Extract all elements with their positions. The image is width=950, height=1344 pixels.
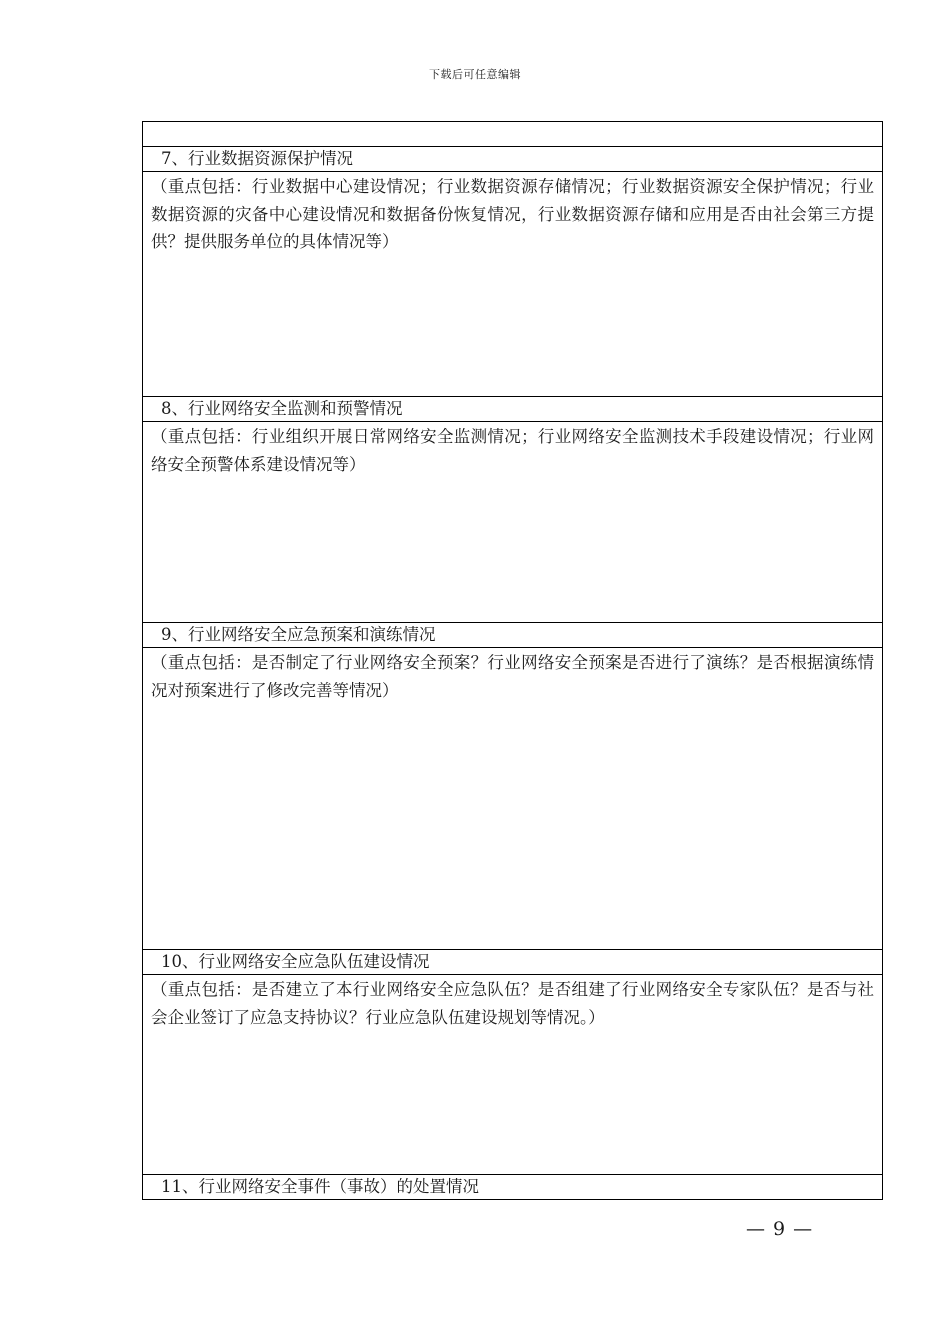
section-9-title: 9、行业网络安全应急预案和演练情况 xyxy=(143,623,883,648)
table-row xyxy=(143,648,883,950)
table-row xyxy=(143,122,883,147)
table-row xyxy=(143,397,883,422)
table-row xyxy=(143,422,883,623)
section-7-content[interactable]: （重点包括：行业数据中心建设情况；行业数据资源存储情况；行业数据资源安全保护情况；行业数据资源的灾备中心建设情况和数据备份恢复情况，行业数据资源存储和应用是否由社会第三方提供？提供服务单位的具体情况等） xyxy=(143,172,883,397)
blank-cell[interactable] xyxy=(143,122,883,147)
table-row xyxy=(143,1175,883,1200)
table-row xyxy=(143,975,883,1175)
section-8-content[interactable]: （重点包括：行业组织开展日常网络安全监测情况；行业网络安全监测技术手段建设情况；行业网络安全预警体系建设情况等） xyxy=(143,422,883,623)
section-7-title: 7、行业数据资源保护情况 xyxy=(143,147,883,172)
section-10-content[interactable]: （重点包括：是否建立了本行业网络安全应急队伍？是否组建了行业网络安全专家队伍？是否与社会企业签订了应急支持协议？行业应急队伍建设规划等情况。） xyxy=(143,975,883,1175)
section-8-title: 8、行业网络安全监测和预警情况 xyxy=(143,397,883,422)
page-header: 下载后可任意编辑 xyxy=(429,68,521,81)
table-row xyxy=(143,172,883,397)
section-9-content[interactable]: （重点包括：是否制定了行业网络安全预案？行业网络安全预案是否进行了演练？是否根据演练情况对预案进行了修改完善等情况） xyxy=(143,648,883,950)
page-number: — 9 — xyxy=(746,1218,814,1240)
table-row xyxy=(143,950,883,975)
section-11-title: 11、行业网络安全事件（事故）的处置情况 xyxy=(143,1175,883,1200)
table-row xyxy=(143,623,883,648)
survey-form-table xyxy=(142,121,883,1200)
section-10-title: 10、行业网络安全应急队伍建设情况 xyxy=(143,950,883,975)
table-row xyxy=(143,147,883,172)
